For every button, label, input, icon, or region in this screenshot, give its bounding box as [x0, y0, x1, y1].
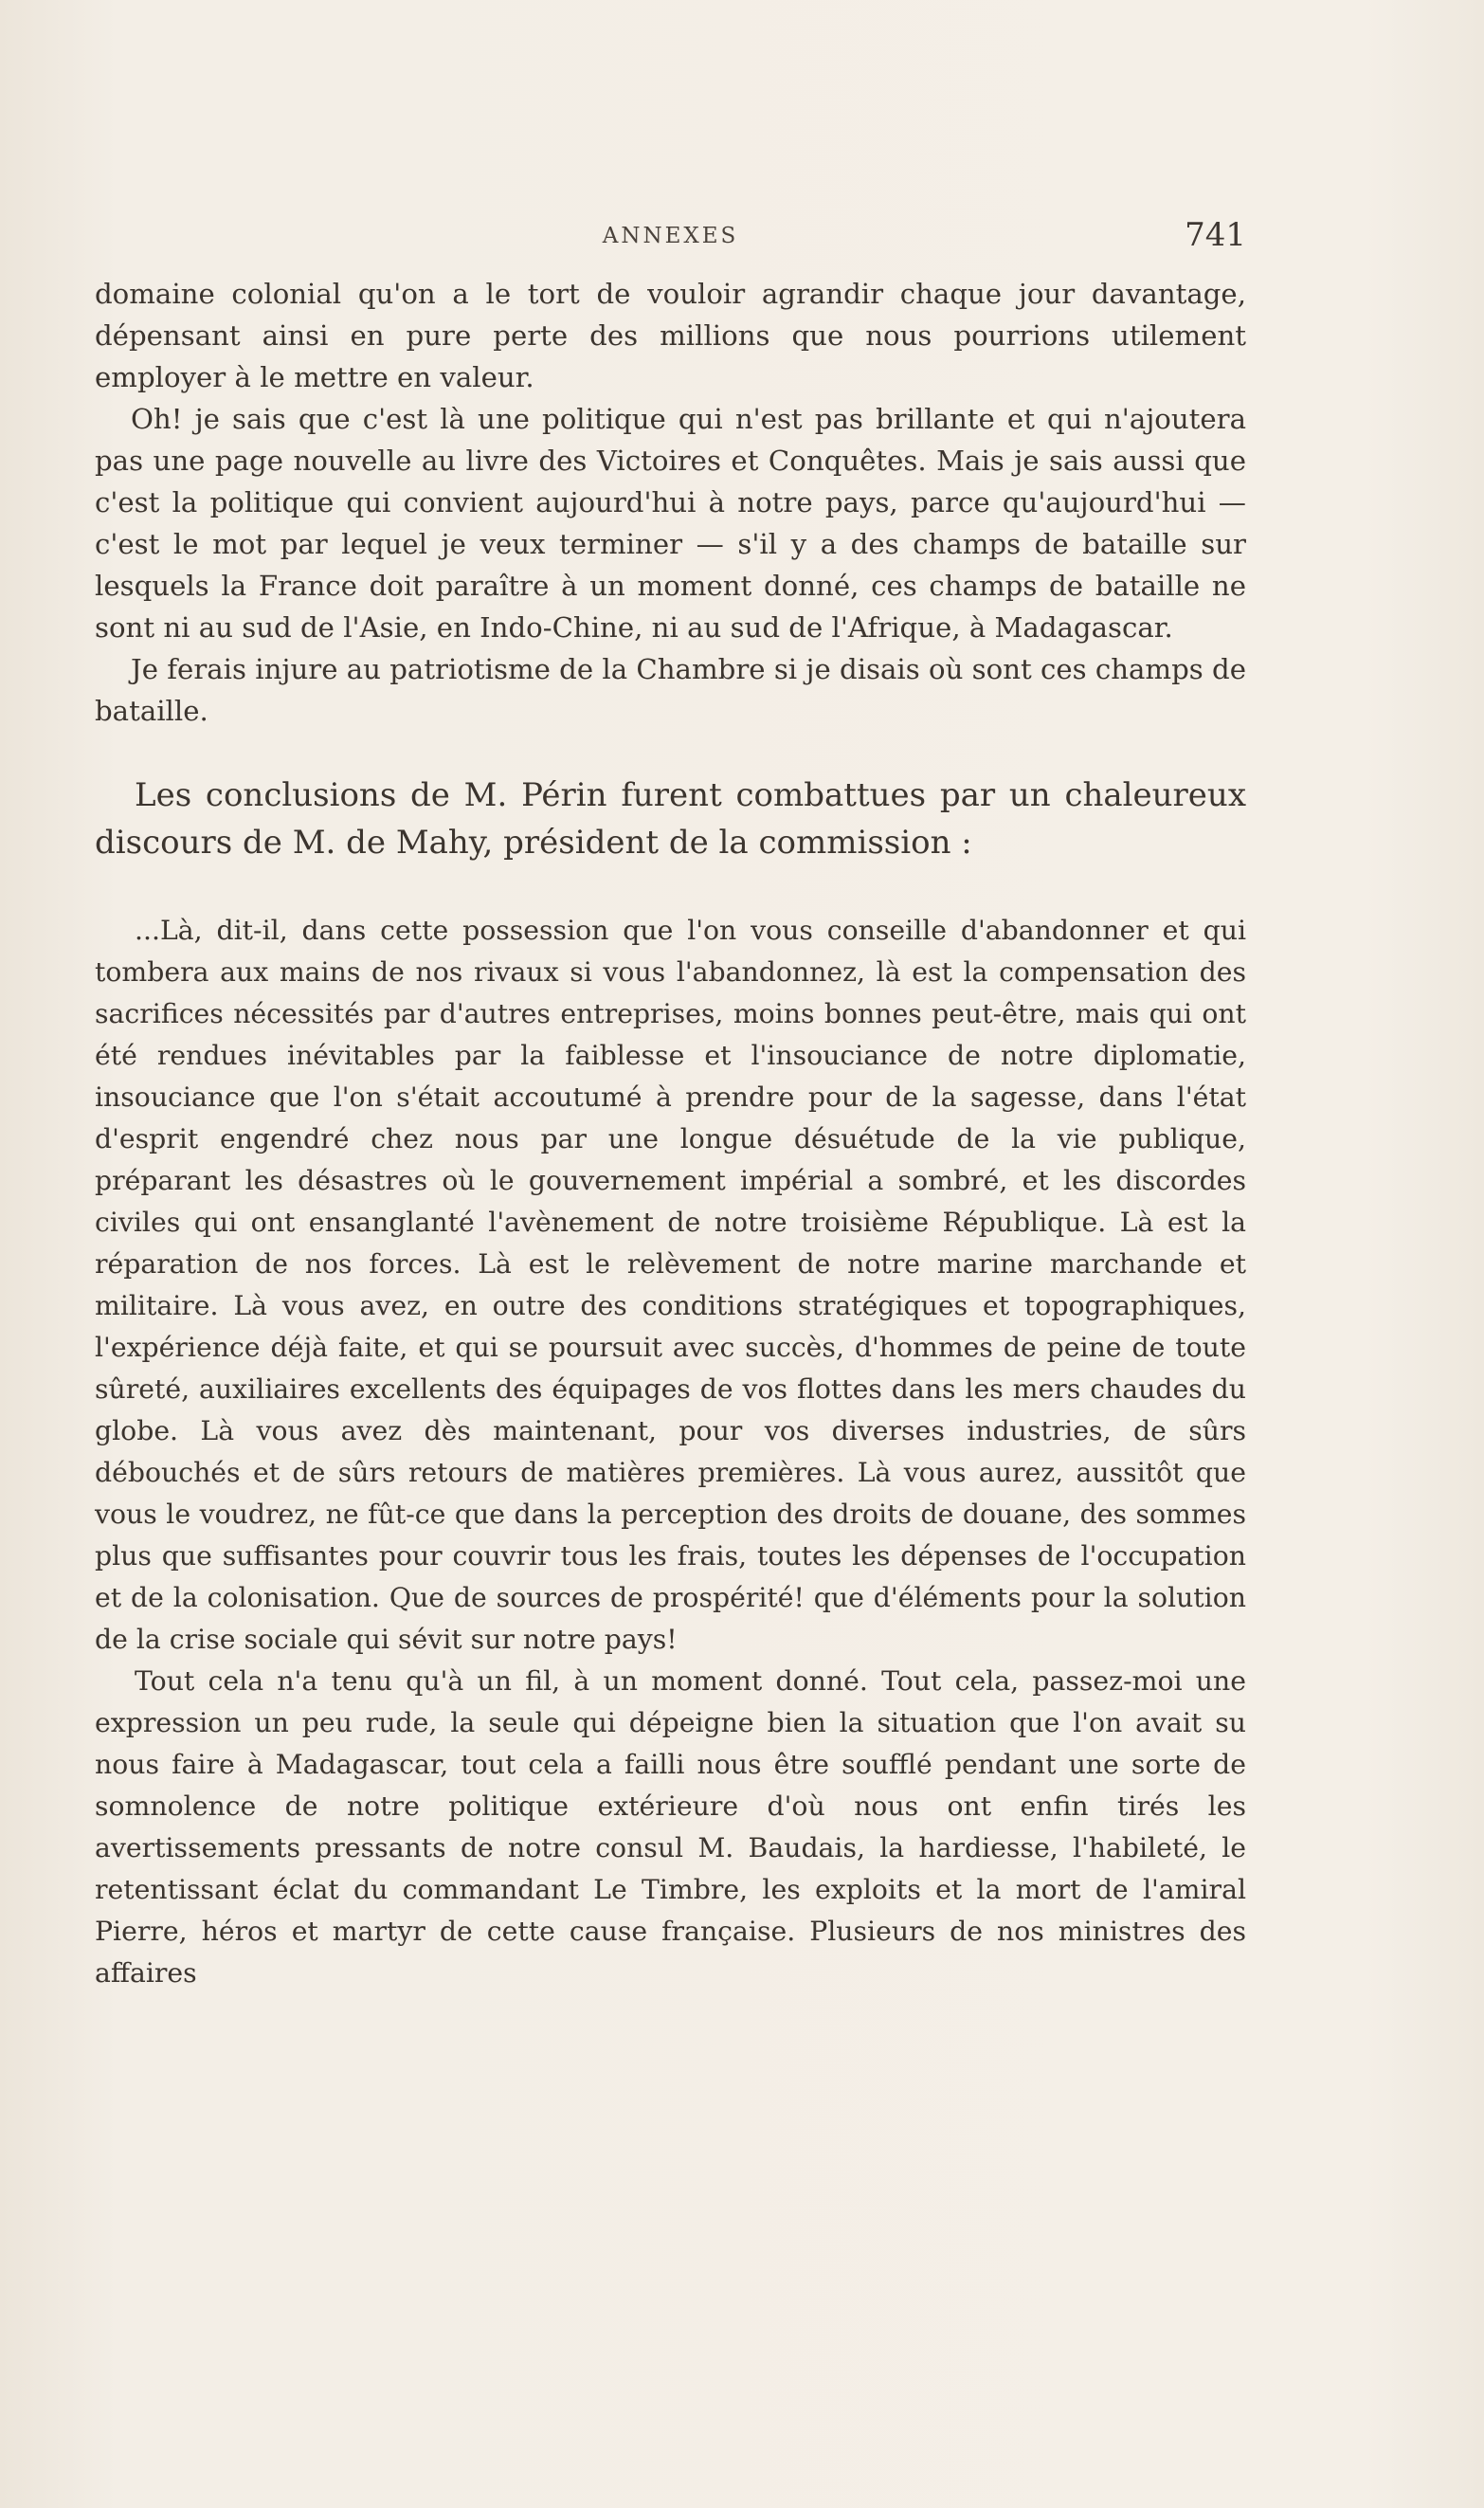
paragraph: Je ferais injure au patriotisme de la Chambre si je disais où sont ces champs de bataille.	[95, 653, 1247, 727]
paragraph: Tout cela n'a tenu qu'à un fil, à un moment donné. Tout cela, passez-moi une expression un peu rude, la seule qui dépeigne bien la situation que l'on avait su nous faire à Madagascar, tout cela a failli nous être soufflé pendant une sorte de somnolence de notre politique extérieure d'où nous ont enfin tirés les avertissements pressants de notre consul M. Baudais, la hardiesse, l'habileté, le retentissant éclat du commandant Le Timbre, les exploits et la mort de l'amiral Pierre, héros et martyr de cette cause française. Plusieurs de nos ministres des affaires	[95, 1665, 1246, 1989]
paragraph: ...Là, dit-il, dans cette possession que l'on vous conseille d'abandonner et qui tombera aux mains de nos rivaux si vous l'abandonnez, là est la compensation des sacrifices nécessités par d'autres entreprises, moins bonnes peut-être, mais qui ont été rendues inévitables par la faiblesse et l'insouciance de notre diplomatie, insouciance que l'on s'était accoutumé à prendre pour de la sagesse, dans l'état d'esprit engendré chez nous par une longue désuétude de la vie publique, préparant les désastres où le gouvernement impérial a sombré, et les discordes civiles qui ont ensanglanté l'avènement de notre troisième République. Là est la réparation de nos forces. Là est le relèvement de notre marine marchande et militaire. Là vous avez, en outre des conditions stratégiques et topographiques, l'expérience déjà faite, et qui se poursuit avec succès, d'hommes de peine de toute sûreté, auxiliaires excellents des équipages de vos flottes dans les mers chaudes du globe. Là vous avez dès maintenant, pour vos diverses industries, de sûrs débouchés et de sûrs retours de matières premières. Là vous aurez, aussitôt que vous le voudrez, ne fût-ce que dans la perception des droits de douane, des sommes plus que suffisantes pour couvrir tous les frais, toutes les dépenses de l'occupation et de la colonisation. Que de sources de prospérité! que d'éléments pour la solution de la crise sociale qui sévit sur notre pays!	[95, 915, 1246, 1655]
page-number: 741	[1185, 216, 1246, 254]
perin-speech-section	[95, 273, 1246, 732]
running-title: ANNEXES	[602, 224, 739, 248]
page-header	[95, 216, 1246, 254]
body-text	[95, 273, 1246, 1994]
narration-paragraph: Les conclusions de M. Périn furent combattues par un chaleureux discours de M. de Mahy, président de la commission :	[95, 776, 1246, 862]
paragraph: domaine colonial qu'on a le tort de vouloir agrandir chaque jour davantage, dépensant ainsi en pure perte des millions que nous pourrions utilement employer à le mettre en valeur.	[95, 278, 1246, 393]
narration-section	[95, 772, 1246, 866]
mahy-speech-section	[95, 910, 1246, 1994]
paragraph: Oh! je sais que c'est là une politique qui n'est pas brillante et qui n'ajoutera pas une page nouvelle au livre des Victoires et Conquêtes. Mais je sais aussi que c'est la politique qui convient aujourd'hui à notre pays, parce qu'aujourd'hui — c'est le mot par lequel je veux terminer — s'il y a des champs de bataille sur lesquels la France doit paraître à un moment donné, ces champs de bataille ne sont ni au sud de l'Asie, en Indo-Chine, ni au sud de l'Afrique, à Madagascar.	[95, 403, 1246, 644]
